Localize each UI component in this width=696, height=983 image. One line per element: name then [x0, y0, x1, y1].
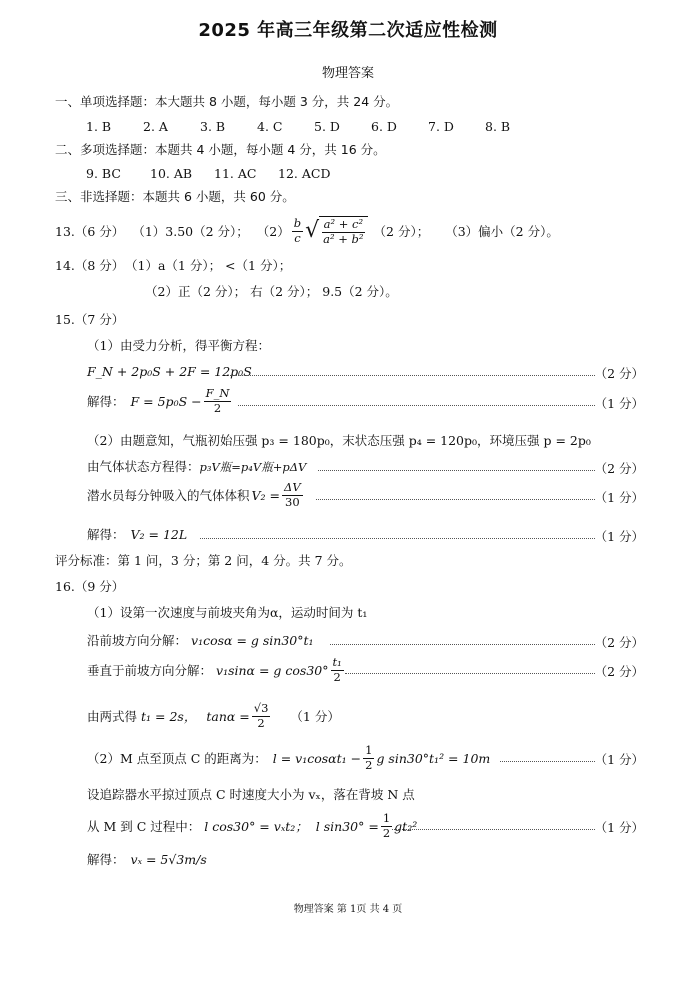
q14-line1: （1）a（1 分）； <（1 分）； [125, 258, 292, 273]
section2-answers [86, 166, 342, 181]
answer: 1. B [86, 119, 112, 134]
answer: 5. D [314, 119, 340, 134]
q13-part1: （1）3.50（2 分）； [132, 223, 249, 239]
section1-answers [86, 119, 542, 134]
leader-dots [316, 499, 595, 500]
q13-label: 13.（6 分） [55, 223, 125, 239]
q14-label: 14.（8 分） [55, 258, 125, 273]
answer: 2. A [143, 119, 168, 134]
q16-step2-score: （2 分） [594, 635, 644, 650]
q15-sol1-score: （1 分） [594, 396, 644, 411]
answer: 3. B [200, 119, 226, 134]
q16-step8: 解得： vₓ = 5√3m/s [87, 852, 207, 867]
leader-dots [318, 470, 595, 471]
q13-part3: （3）偏小（2 分）。 [445, 223, 559, 239]
q16-label: 16.（9 分） [55, 579, 125, 594]
q16-step7-score: （1 分） [594, 820, 644, 835]
q13-fraction: $\frac{b}{c}$ [293, 216, 302, 245]
q15-step5: 解得： V₂ = 12L [87, 527, 188, 542]
q13-line [55, 214, 559, 248]
leader-dots [392, 829, 595, 830]
page-subtitle: 物理答案 [321, 66, 374, 81]
section2-heading: 二、多项选择题：本题共 4 小题，每小题 4 分，共 16 分。 [55, 142, 386, 157]
q15-sol1: 解得： F = 5p₀S − $\frac{F\_N}{2}$ [87, 386, 230, 415]
page-footer: 物理答案 第 1页 共 4 页 [293, 904, 403, 915]
q13-part2-label: （2） [256, 223, 290, 239]
leader-dots [345, 673, 595, 674]
page-title: 2025 年高三年级第二次适应性检测 [198, 20, 498, 41]
section3-heading: 三、非选择题：本题共 6 小题，共 60 分。 [55, 189, 295, 204]
answer: 6. D [371, 119, 397, 134]
q15-label: 15.（7 分） [55, 312, 125, 327]
q13-sqrt: √ $\frac{\text{a² + c²}}{\text{a² + b²}}$ [305, 216, 367, 245]
q15-step2: （2）由题意知，气瓶初始压强 p₃ = 180p₀，末状态压强 p₄ = 120p₀，环境压强 p = 2p₀ [87, 433, 591, 448]
q15-step5-score: （1 分） [594, 529, 644, 544]
q15-eq1: F_N + 2p₀S + 2F = 12p₀S [87, 364, 252, 379]
leader-dots [238, 405, 595, 406]
q15-step3: 由气体状态方程得：p₃V瓶=p₄V瓶+pΔV [87, 459, 307, 474]
answer: 4. C [257, 119, 283, 134]
q16-step3-score: （2 分） [594, 664, 644, 679]
q16-step5-score: （1 分） [594, 752, 644, 767]
q16-step4: 由两式得 t₁ = 2s， tanα = $\frac{√3}{2}$ （1 分） [87, 701, 340, 730]
q16-step5: （2）M 点至顶点 C 的距离为： l = v₁cosαt₁ − $\frac{1}{2}$ g sin30°t₁² = 10m [87, 743, 491, 772]
q15-step3-score: （2 分） [594, 461, 644, 476]
q16-step7: 从 M 到 C 过程中： l cos30° = vₓt₂； l sin30° = $\frac{1}{2}$ gt₂² [87, 811, 418, 840]
answer: 11. AC [214, 166, 257, 181]
q15-eq1-score: （2 分） [594, 366, 644, 381]
section1-heading: 一、单项选择题：本大题共 8 小题，每小题 3 分，共 24 分。 [55, 94, 399, 109]
q13-part2-score: （2 分）； [373, 223, 430, 239]
q16-step2: 沿前坡方向分解： v₁cosα = g sin30°t₁ [87, 633, 314, 648]
answer: 9. BC [86, 166, 121, 181]
leader-dots [225, 375, 595, 376]
q15-step4: 潜水员每分钟吸入的气体体积 V₂ = $\frac{\Delta V}{30}$ [87, 480, 301, 509]
q15-step1: （1）由受力分析，得平衡方程： [87, 338, 270, 353]
answer: 8. B [485, 119, 511, 134]
answer: 10. AB [150, 166, 193, 181]
q16-step6: 设追踪器水平掠过顶点 C 时速度大小为 vₓ，落在背坡 N 点 [87, 787, 415, 802]
answer: 12. ACD [278, 166, 331, 181]
q14-line2: （2）正（2 分）； 右（2 分）； 9.5（2 分）。 [145, 284, 398, 299]
leader-dots [330, 644, 595, 645]
answer: 7. D [428, 119, 454, 134]
q15-grading: 评分标准：第 1 问，3 分；第 2 问，4 分。共 7 分。 [55, 553, 352, 568]
leader-dots [500, 761, 595, 762]
leader-dots [200, 538, 595, 539]
q16-step3: 垂直于前坡方向分解： v₁sinα = g cos30° $\frac{\text{t₁}}{2}$ [87, 655, 342, 684]
q16-step1: （1）设第一次速度与前坡夹角为α，运动时间为 t₁ [87, 605, 368, 620]
q15-step4-score: （1 分） [594, 490, 644, 505]
